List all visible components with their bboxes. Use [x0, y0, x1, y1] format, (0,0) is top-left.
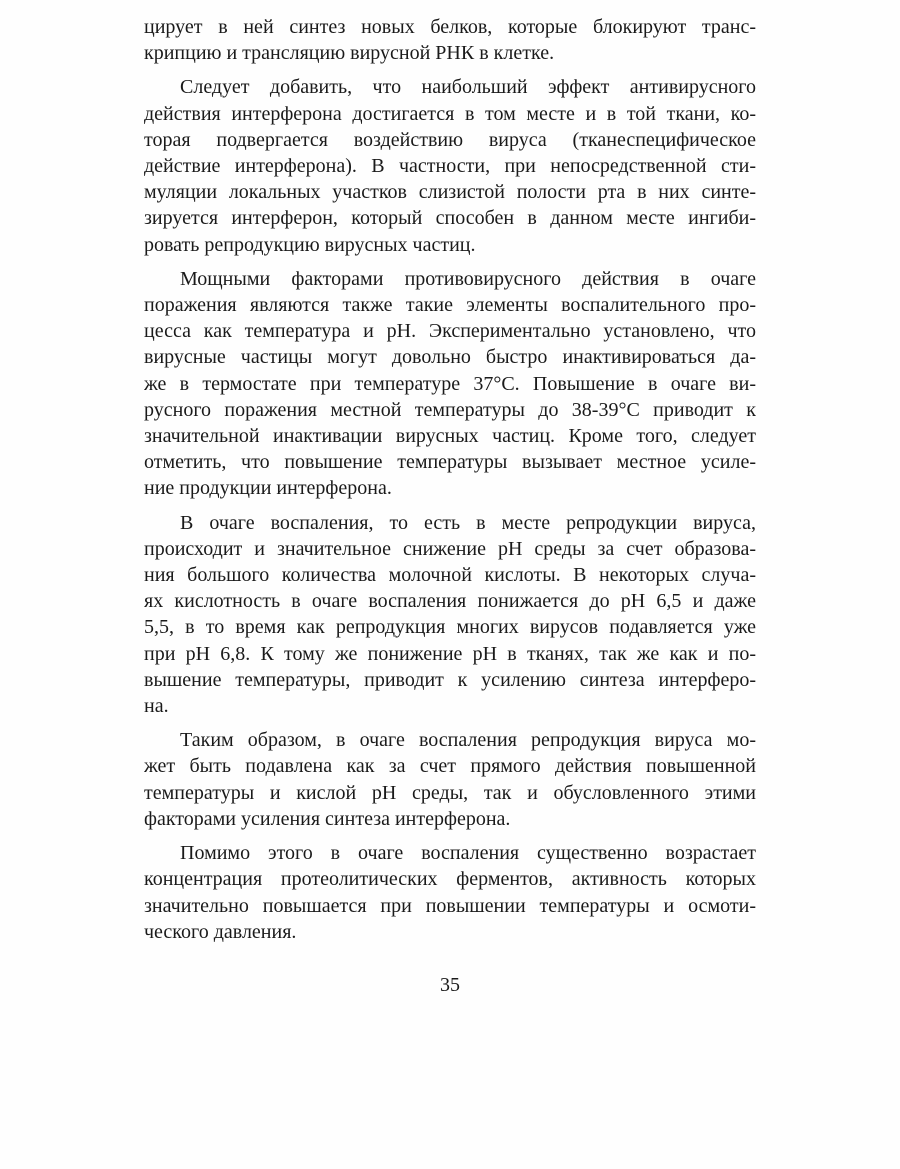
paragraph	[144, 840, 756, 945]
text-line: цирует в ней синтез новых белков, которые блокируют транс-	[144, 16, 756, 38]
text-line: при рН 6,8. К тому же понижение рН в тканях, так же как и по-	[144, 642, 756, 665]
text-line: концентрация протеолитических ферментов, активность которых	[144, 868, 756, 891]
text-line: температуры и кислой рН среды, так и обусловленного этими	[144, 781, 756, 804]
text-line: значительно повышается при повышении температуры и осмоти-	[144, 894, 756, 917]
text-line: поражения являются также такие элементы воспалительного про-	[144, 294, 756, 317]
text-line: происходит и значительное снижение рН среды за счет образова-	[144, 537, 756, 560]
text-line: Следует добавить, что наибольший эффект антивирусного	[180, 76, 756, 99]
text-line: зируется интерферон, который способен в данном месте ингиби-	[144, 207, 756, 230]
text-line: Мощными факторами противовирусного действия в очаге	[180, 267, 756, 290]
text-line: же в термостате при температуре 37°С. Повышение в очаге ви-	[144, 372, 756, 395]
text-line: отметить, что повышение температуры вызывает местное усиле-	[144, 451, 756, 474]
text-line: крипцию и трансляцию вирусной РНК в клетке.	[144, 42, 555, 65]
text-line: В очаге воспаления, то есть в месте репродукции вируса,	[180, 511, 756, 534]
text-line: действия интерферона достигается в том месте и в той ткани, ко-	[144, 102, 756, 125]
text-line: муляции локальных участков слизистой полости рта в них синте-	[144, 181, 756, 204]
text-line: ях кислотность в очаге воспаления понижается до рН 6,5 и даже	[144, 590, 756, 613]
text-line: торая подвергается воздействию вируса (тканеспецифическое	[144, 128, 756, 151]
text-line: русного поражения местной температуры до 38-39°С приводит к	[144, 398, 756, 421]
text-line: Таким образом, в очаге воспаления репродукция вируса мо-	[180, 729, 756, 752]
text-line: ровать репродукцию вирусных частиц.	[144, 233, 476, 256]
paragraph	[144, 510, 756, 720]
paragraph	[144, 74, 756, 257]
text-line: значительной инактивации вирусных частиц. Кроме того, следует	[144, 425, 756, 448]
text-line: ческого давления.	[144, 920, 297, 943]
text-line: вышение температуры, приводит к усилению синтеза интерферо-	[144, 668, 756, 691]
text-line: цесса как температура и рН. Экспериментально установлено, что	[144, 320, 756, 343]
text-line: 5,5, в то время как репродукция многих вирусов подавляется уже	[144, 616, 756, 639]
text-line: жет быть подавлена как за счет прямого действия повышенной	[144, 755, 756, 778]
text-line: вирусные частицы могут довольно быстро инактивироваться да-	[144, 346, 756, 369]
text-line: действие интерферона). В частности, при непосредственной сти-	[144, 155, 756, 178]
paragraph	[144, 14, 756, 66]
text-line: Помимо этого в очаге воспаления существенно возрастает	[180, 842, 756, 865]
body-text	[144, 14, 756, 953]
text-line: ние продукции интерферона.	[144, 477, 392, 500]
text-line: на.	[144, 695, 169, 718]
text-line: ния большого количества молочной кислоты. В некоторых случа-	[144, 564, 756, 587]
page-number: 35	[440, 974, 460, 996]
text-line: факторами усиления синтеза интерферона.	[144, 807, 511, 830]
paragraph	[144, 727, 756, 832]
paragraph	[144, 266, 756, 502]
